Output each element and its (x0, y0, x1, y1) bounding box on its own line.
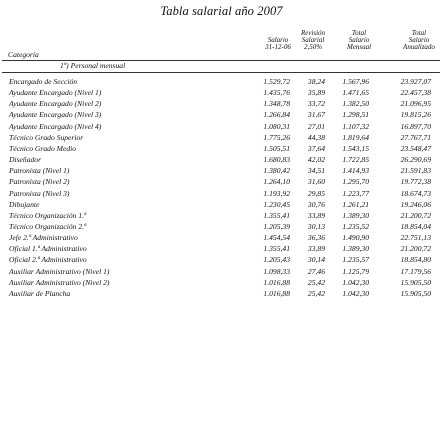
annual-total-value: 22.751,13 (400, 233, 431, 243)
salary-value: 1.775,26 (263, 132, 290, 142)
monthly-total-value: 1.125,79 (342, 266, 369, 276)
salary-value: 1.380,42 (263, 166, 290, 176)
revision-value: 44,38 (307, 132, 325, 142)
header-total-monthly-line2: Salario (348, 36, 370, 45)
revision-value: 30,13 (307, 221, 325, 231)
monthly-total-value: 1.261,21 (342, 199, 369, 209)
revision-value: 36,36 (307, 233, 325, 243)
table-row (0, 289, 443, 300)
table-row (0, 233, 443, 244)
table-row (0, 177, 443, 188)
salary-value: 1.355,41 (263, 210, 290, 220)
annual-total-value: 27.767,71 (400, 132, 431, 142)
revision-value: 37,64 (307, 143, 325, 153)
salary-value: 1.016,88 (263, 288, 290, 298)
revision-value: 31,60 (307, 177, 325, 187)
table-row (0, 278, 443, 289)
revision-value: 27,01 (307, 121, 325, 131)
header-revision-line3: 2,50% (303, 43, 323, 52)
header-total-annual-line1: Total (411, 29, 427, 37)
table-row (0, 144, 443, 155)
monthly-total-value: 1.543,15 (342, 143, 369, 153)
revision-value: 30,14 (307, 255, 325, 265)
salary-value: 1.264,10 (263, 177, 290, 187)
table-row (0, 155, 443, 166)
monthly-total-value: 1.471,65 (342, 88, 369, 98)
table-row (0, 211, 443, 222)
category-name: Jefe 2.ª Administrativo (9, 233, 78, 243)
annual-total-value: 19.772,38 (400, 177, 431, 187)
revision-value: 27,46 (307, 266, 325, 276)
page-title: Tabla salarial año 2007 (160, 4, 283, 18)
table-row (0, 189, 443, 200)
table-row (0, 99, 443, 110)
header-total-monthly-line3: Mensual (346, 43, 372, 52)
monthly-total-value: 1.042,30 (342, 277, 369, 287)
monthly-total-value: 1.223,77 (342, 188, 369, 198)
revision-value: 35,89 (307, 88, 325, 98)
annual-total-value: 21.591,83 (400, 166, 431, 176)
monthly-total-value: 1.722,85 (342, 155, 369, 165)
header-total-annual-line2: Salario (408, 36, 430, 45)
salary-value: 1.435,76 (263, 88, 290, 98)
table-row (0, 222, 443, 233)
salary-value: 1.098,33 (263, 266, 290, 276)
monthly-total-value: 1.235,52 (342, 221, 369, 231)
section-title: 1º) Personal mensual (60, 61, 126, 70)
header-salary (258, 30, 298, 52)
salary-value: 1.529,72 (263, 77, 290, 86)
monthly-total-value: 1.107,32 (342, 121, 369, 131)
monthly-total-value: 1.298,51 (342, 110, 369, 120)
category-name: Oficial 1.ª Administrativo (9, 244, 87, 254)
salary-value: 1.680,83 (263, 155, 290, 165)
annual-total-value: 18.854,80 (400, 255, 431, 265)
monthly-total-value: 1.414,93 (342, 166, 369, 176)
salary-value: 1.505,51 (263, 143, 290, 153)
table-row (0, 133, 443, 144)
salary-value: 1.355,41 (263, 244, 290, 254)
salary-value: 1.080,31 (263, 121, 290, 131)
category-name: Dibujante (9, 199, 40, 209)
revision-value: 30,76 (307, 199, 325, 209)
category-name: Patronista (Nivel 2) (9, 177, 70, 187)
category-name: Auxiliar de Plancha (9, 288, 71, 298)
category-name: Encargado de Sección (9, 77, 78, 86)
annual-total-value: 15.905,50 (400, 277, 431, 287)
header-revision (293, 30, 333, 52)
revision-value: 33,89 (307, 210, 325, 220)
monthly-total-value: 1.295,70 (342, 177, 369, 187)
table-row (0, 88, 443, 99)
salary-value: 1.205,39 (263, 221, 290, 231)
monthly-total-value: 1.389,30 (342, 244, 369, 254)
salary-value: 1.454,54 (263, 233, 290, 243)
category-name: Ayudante Encargado (Nivel 3) (9, 110, 102, 120)
category-name: Ayudante Encargado (Nivel 4) (9, 121, 102, 131)
salary-value: 1.266,84 (263, 110, 290, 120)
category-name: Ayudante Encargado (Nivel 2) (9, 99, 102, 109)
annual-total-value: 21.200,72 (400, 210, 431, 220)
annual-total-value: 23.927,07 (400, 77, 431, 86)
table-row (0, 122, 443, 133)
table-row (0, 267, 443, 278)
annual-total-value: 21.096,95 (400, 99, 431, 109)
monthly-total-value: 1.382,50 (342, 99, 369, 109)
salary-value: 1.016,88 (263, 277, 290, 287)
monthly-total-value: 1.042,30 (342, 288, 369, 298)
category-name: Técnico Grado Medio (9, 143, 77, 153)
revision-value: 34,51 (307, 166, 325, 176)
revision-value: 33,72 (307, 99, 325, 109)
annual-total-value: 22.457,38 (400, 88, 431, 98)
header-total-monthly (339, 30, 379, 52)
header-salary-line1: Salario (267, 36, 289, 45)
annual-total-value: 16.897,70 (400, 121, 431, 131)
revision-value: 25,42 (307, 288, 325, 298)
header-revision-line1: Revisión (300, 29, 326, 37)
revision-value: 42,02 (307, 155, 325, 165)
header-salary-line2: 31-12-06 (265, 43, 291, 52)
monthly-total-value: 1.389,30 (342, 210, 369, 220)
table-row (0, 255, 443, 266)
annual-total-value: 21.200,72 (400, 244, 431, 254)
monthly-total-value: 1.235,57 (342, 255, 369, 265)
table-row (0, 166, 443, 177)
category-name: Auxiliar Administrativo (Nivel 2) (9, 277, 110, 287)
monthly-total-value: 1.567,96 (342, 77, 369, 86)
header-total-annual-line3: Anualizado (403, 43, 435, 52)
category-label: Categoría (8, 50, 39, 59)
category-name: Diseñador (9, 155, 42, 165)
category-name: Patronista (Nivel 1) (9, 166, 70, 176)
category-name: Ayudante Encargado (Nivel 1) (9, 88, 102, 98)
category-name: Técnico Organización 2.ª (9, 221, 87, 231)
revision-value: 25,42 (307, 277, 325, 287)
table-row (0, 200, 443, 211)
category-name: Técnico Grado Superior (9, 132, 84, 142)
revision-value: 33,89 (307, 244, 325, 254)
category-name: Auxiliar Administrativo (Nivel 1) (9, 266, 110, 276)
header-total-annual (397, 30, 441, 52)
revision-value: 38,24 (307, 77, 325, 86)
annual-total-value: 19.815,26 (400, 110, 431, 120)
annual-total-value: 26.290,69 (400, 155, 431, 165)
header-revision-line2: Salarial (301, 36, 325, 45)
annual-total-value: 18.854,04 (400, 221, 431, 231)
annual-total-value: 18.674,73 (400, 188, 431, 198)
annual-total-value: 15.905,50 (400, 288, 431, 298)
table-row (0, 110, 443, 121)
table-row (0, 244, 443, 255)
salary-value: 1.348,78 (263, 99, 290, 109)
category-name: Técnico Organización 1.ª (9, 210, 87, 220)
salary-value: 1.193,92 (263, 188, 290, 198)
table-row (0, 77, 443, 88)
section-rule (2, 72, 440, 73)
monthly-total-value: 1.819,64 (342, 132, 369, 142)
revision-value: 29,85 (307, 188, 325, 198)
revision-value: 31,67 (307, 110, 325, 120)
salary-value: 1.230,45 (263, 199, 290, 209)
salary-value: 1.205,43 (263, 255, 290, 265)
annual-total-value: 19.246,06 (400, 199, 431, 209)
category-name: Oficial 2.ª Administrativo (9, 255, 87, 265)
header-total-monthly-line1: Total (351, 29, 367, 37)
annual-total-value: 17.179,56 (400, 266, 431, 276)
annual-total-value: 23.548,47 (400, 143, 431, 153)
monthly-total-value: 1.490,90 (342, 233, 369, 243)
category-name: Patronista (Nivel 3) (9, 188, 70, 198)
